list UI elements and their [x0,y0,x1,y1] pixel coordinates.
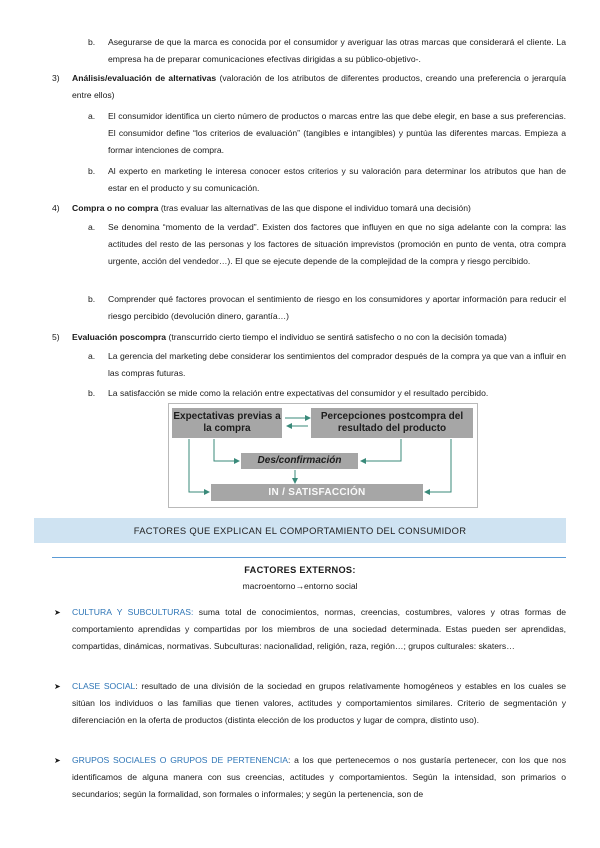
item-letter: b. [88,388,96,398]
list-item [88,385,566,402]
bullet-head: CLASE SOCIAL [72,681,136,691]
step-title: Análisis/evaluación de alternativas [72,73,217,83]
arrow-expect-to-satisfaction [189,439,209,492]
step-number: 4) [52,203,60,213]
arrow-bullet-icon: ➤ [54,608,61,617]
box-prior-expectations: Expectativas previas a la compra [172,408,282,438]
list-item [88,163,566,197]
list-item [88,348,566,382]
step-text [72,200,566,217]
item-text: El consumidor identifica un cierto número de productos o marcas entre las que debe elegir, en base a sus preferencias. El consumidor define “los criterios de evaluación” (tangibles e intangibles) y puntúa las diferentes marcas. Empieza a formar intenciones de compra. [108,111,566,156]
bullet-desc: : a los que pertenecemos o nos gustaría pertenecer, con los que nos identificamos de alguna manera con sus creencias, actitudes y comportamientos. Según la intensidad, son primarios o secundarios; según la formalidad, son formales o informales; y según la pertenencia, son de [72,755,566,800]
section-subtitle: FACTORES EXTERNOS: [244,565,356,575]
arrow-percept-to-confirm [361,439,401,461]
bullet-desc: : resultado de una división de la sociedad en grupos relativamente homogéneos y estables en los cuales se sitúan los individuos o las familias que tienen valores, actitudes y comportamientos similares. Criterio de segmentación y diferenciación en la oferta de productos (distinta elección de los productos y lugar de compra, distinto uso). [72,681,566,726]
bullet-head: GRUPOS SOCIALES O GRUPOS DE PERTENENCIA [72,755,288,765]
divider [52,557,566,558]
bullet-head: CULTURA Y SUBCULTURAS: [72,607,194,617]
item-letter: b. [88,294,96,304]
step-analysis [52,70,566,104]
section-banner: FACTORES QUE EXPLICAN EL COMPORTAMIENTO DEL CONSUMIDOR [34,518,566,543]
arrow-bullet-icon: ➤ [54,756,61,765]
step-description: (valoración de los atributos de diferentes productos, creando una preferencia o jerarquía entre ellos) [72,73,567,101]
item-letter: a. [88,222,96,232]
step-purchase [52,200,566,217]
box-disconfirmation: Des/confirmación [241,453,358,469]
step-description: (tras evaluar las alternativas de las que dispone el individuo tomará una decisión) [158,203,471,213]
list-item [88,108,566,160]
list-item [88,34,566,68]
satisfaction-diagram [168,403,478,508]
step-title: Compra o no compra [72,203,159,213]
list-item [88,291,566,325]
bullet-social-class [52,678,566,730]
arrow-percept-to-satisfaction [425,439,451,492]
step-postpurchase [52,329,566,346]
item-letter: a. [88,111,96,121]
arrow-expect-to-confirm [214,439,239,461]
item-letter: a. [88,351,96,361]
step-title: Evaluación poscompra [72,332,167,342]
list-item [88,219,566,271]
box-satisfaction: IN / SATISFACCIÓN [211,484,423,501]
item-text: La satisfacción se mide como la relación entre expectativas del consumidor y el resultado percibido. [108,388,489,398]
step-number: 5) [52,332,60,342]
bullet-text [72,752,566,804]
bullet-desc: suma total de conocimientos, normas, creencias, costumbres, valores y otras formas de comportamiento aprendidas y compartidas por los miembros de una sociedad determinada. Estas pueden ser aprendidas, compartidas, dinámicas, normativas. Subculturas: nacionalidad, religión, raza, región…; grupos culturales: skaters… [72,607,566,652]
bullet-social-groups [52,752,566,804]
arrow-bullet-icon: ➤ [54,682,61,691]
bullet-text [72,678,566,730]
item-text: Se denomina “momento de la verdad”. Existen dos factores que influyen en que no siga adelante con la compra: las actitudes del resto de las personas y los factores de situación imprevistos (promoción en punto de venta, otra compra urgente, acción del vendedor…). El que se ejecute depende de la complejidad de la compra y riesgo percibido. [108,222,566,267]
item-letter: b. [88,37,96,47]
bullet-text [72,604,566,656]
bullet-culture [52,604,566,656]
step-number: 3) [52,73,60,83]
item-letter: b. [88,166,96,176]
step-text [72,329,566,346]
item-text: Asegurarse de que la marca es conocida por el consumidor y averiguar las otras marcas que considerará el cliente. La empresa ha de preparar comunicaciones efectivas dirigidas a su público-objetivo-. [108,37,566,65]
box-postpurchase-perceptions: Percepciones postcompra del resultado del producto [311,408,473,438]
step-text [72,70,566,104]
section-subline: macroentorno→entorno social [242,581,358,591]
item-text: Al experto en marketing le interesa conocer estos criterios y su valoración para determinar los atributos que han de estar en el producto y su comunicación. [108,166,566,194]
step-description: (transcurrido cierto tiempo el individuo se sentirá satisfecho o no con la decisión tomada) [166,332,507,342]
item-text: La gerencia del marketing debe considerar los sentimientos del comprador después de la compra ya que van a influir en las compras futuras. [108,351,566,379]
item-text: Comprender qué factores provocan el sentimiento de riesgo en los consumidores y aportar información para reducir el riesgo percibido (devolución dinero, garantía…) [108,294,566,322]
